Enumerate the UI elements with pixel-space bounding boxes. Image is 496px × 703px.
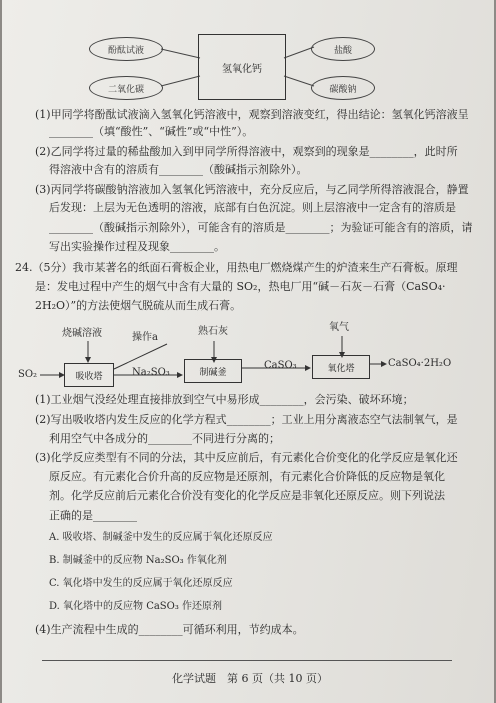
flow-kettle-box: 制碱釜 — [184, 359, 242, 383]
q24b-line-8: (4)生产流程中生成的________可循环利用，节约成本。 — [35, 623, 304, 636]
q23-line-8: 写出实验操作过程及现象________。 — [49, 240, 225, 253]
q24b-line-3: 利用空气中各成分的________不同进行分离的； — [49, 432, 280, 445]
q23-line-6: 后发现：上层为无色透明的溶液，底部有白色沉淀。则上层溶液中一定含有的溶质是 — [49, 201, 456, 214]
flow-naoh-label: 烧碱溶液 — [62, 328, 102, 339]
q24b-line-5: 原反应。有元素化合价升高的反应物是还原剂，有元素化合价降低的反应物是氧化 — [49, 470, 445, 483]
ellipse-phenolphthalein: 酚酞试液 — [89, 37, 163, 61]
option-c: C. 氧化塔中发生的反应属于氧化还原反应 — [49, 578, 233, 589]
q23-line-3: (2)乙同学将过量的稀盐酸加入到甲同学所得溶液中，观察到的现象是________，此时所 — [35, 145, 458, 158]
footer-divider — [42, 660, 452, 661]
q23-line-2: ________（填“酸性”、“碱性”或“中性”）。 — [49, 125, 254, 138]
page-footer: 化学试题 第 6 页（共 10 页） — [172, 672, 328, 685]
flow-so2-label: SO₂ — [18, 369, 38, 380]
exam-page — [2, 0, 494, 703]
option-d: D. 氧化塔中的反应物 CaSO₃ 作还原剂 — [49, 601, 223, 612]
flow-lime-label: 熟石灰 — [198, 326, 228, 337]
q23-line-4: 得溶液中含有的溶质有________（酸碱指示剂除外）。 — [49, 163, 308, 176]
q24b-line-7: 正确的是________ — [49, 509, 137, 522]
q24-line-2: 是：发电过程中产生的烟气中含有大量的 SO₂，热电厂用“碱－石灰－石膏（CaSO₄· — [35, 280, 446, 293]
flow-op-a-label: 操作a — [132, 332, 158, 343]
q24b-line-4: (3)化学反应类型有不同的分法，其中反应前后，有元素化合价变化的化学反应是氧化还 — [35, 451, 458, 464]
q24b-line-1: (1)工业烟气没经处理直接排放到空气中易形成________，会污染、破坏环境； — [35, 393, 414, 406]
q23-line-5: (3)丙同学将碳酸钠溶液加入氢氧化钙溶液中，充分反应后，与乙同学所得溶液混合，静置 — [35, 183, 469, 196]
option-b: B. 制碱釜中的反应物 Na₂SO₃ 作氧化剂 — [49, 555, 227, 566]
q24-line-3: 2H₂O）”的方法使烟气脱硫从而生成石膏。 — [35, 299, 242, 312]
center-box-calcium-hydroxide: 氢氧化钙 — [198, 34, 286, 100]
flow-oxidizer-box: 氧化塔 — [312, 355, 370, 379]
ellipse-sodium-carbonate: 碳酸钠 — [311, 76, 375, 100]
option-a: A. 吸收塔、制碱釜中发生的反应属于氧化还原反应 — [49, 532, 273, 543]
flow-product-label: CaSO₄·2H₂O — [388, 358, 452, 369]
q24-line-1: 24.（5分）我市某著名的纸面石膏板企业，用热电厂燃烧煤产生的炉渣来生产石膏板。原理 — [15, 261, 458, 274]
ellipse-carbon-dioxide: 二氧化碳 — [89, 76, 163, 100]
q24b-line-6: 剂。化学反应前后元素化合价没有变化的化学反应是非氧化还原反应。则下列说法 — [49, 489, 445, 502]
q23-line-7: ________（酸碱指示剂除外），可能含有的溶质是________；为验证可能含有的溶质，请 — [49, 221, 473, 234]
flow-absorber-box: 吸收塔 — [64, 363, 114, 387]
flow-caso3-label: CaSO₃ — [264, 360, 297, 371]
flow-na2so3-label: Na₂SO₃ — [132, 367, 170, 378]
flow-oxygen-label: 氧气 — [329, 322, 349, 333]
ellipse-hydrochloric-acid: 盐酸 — [311, 37, 375, 61]
q24b-line-2: (2)写出吸收塔内发生反应的化学方程式________；工业上用分离液态空气法制氧气，是 — [35, 413, 458, 426]
q23-line-1: (1)甲同学将酚酞试液滴入氢氧化钙溶液中，观察到溶液变红，得出结论：氢氧化钙溶液呈 — [35, 108, 469, 121]
